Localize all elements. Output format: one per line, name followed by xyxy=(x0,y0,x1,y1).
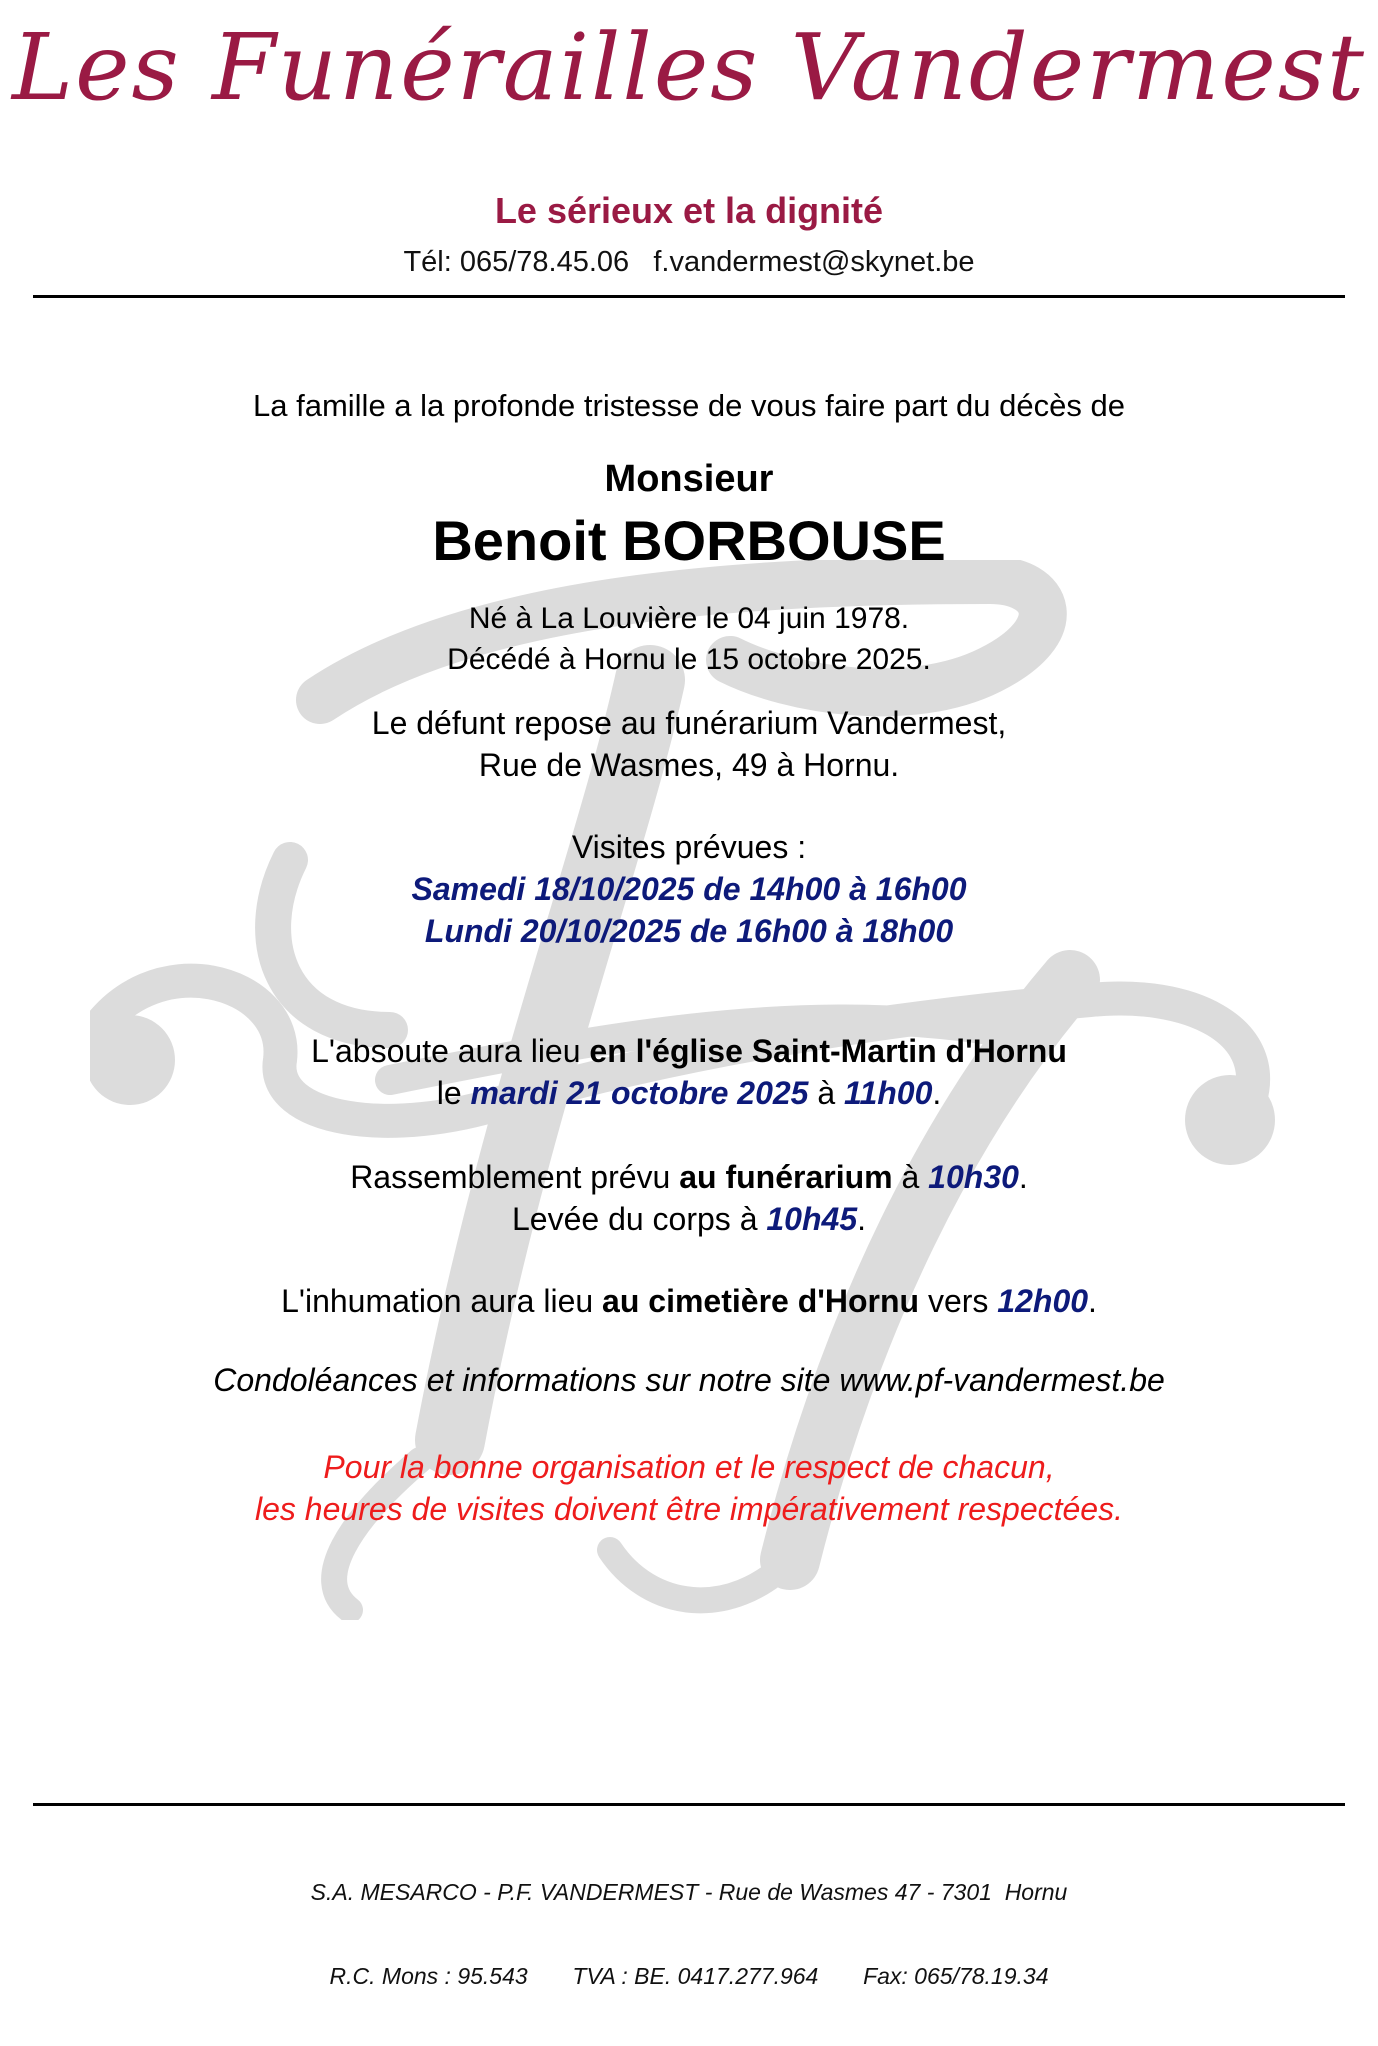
absoute-intro: L'absoute aura lieu xyxy=(311,1033,590,1069)
absoute-time: 11h00 xyxy=(844,1075,933,1111)
notice-line-1: Pour la bonne organisation et le respect de chacun, xyxy=(323,1449,1055,1485)
absoute-a: à xyxy=(808,1075,845,1111)
visit-notice xyxy=(0,1446,1378,1530)
header-divider xyxy=(33,295,1345,298)
visit-slot: Samedi 18/10/2025 de 14h00 à 16h00 xyxy=(411,871,967,907)
inhumation-time: 12h00 xyxy=(997,1283,1089,1319)
notice-line-2: les heures de visites doivent être impérativement respectées. xyxy=(255,1491,1123,1527)
birth-death-block xyxy=(0,598,1378,680)
period: . xyxy=(932,1075,942,1111)
rassemblement-place: au funérarium xyxy=(679,1159,893,1195)
levee-intro: Levée du corps à xyxy=(511,1201,767,1237)
intro-text: La famille a la profonde tristesse de vous faire part du décès de xyxy=(253,388,1125,423)
inhumation-block xyxy=(0,1280,1378,1322)
inhumation-vers: vers xyxy=(919,1283,998,1319)
rassemblement-a: à xyxy=(892,1159,929,1195)
inhumation-place: au cimetière d'Hornu xyxy=(602,1283,920,1319)
deceased-name: Benoit BORBOUSE xyxy=(432,509,946,572)
period: . xyxy=(857,1201,866,1237)
visits-block xyxy=(0,826,1378,952)
rassemblement-time: 10h30 xyxy=(928,1159,1019,1195)
rest-place-block xyxy=(0,702,1378,786)
rassemblement-intro: Rassemblement prévu xyxy=(350,1159,680,1195)
honorific: Monsieur xyxy=(604,458,774,500)
period: . xyxy=(1088,1283,1097,1319)
footer xyxy=(0,1822,1378,2046)
levee-time: 10h45 xyxy=(766,1201,858,1237)
slogan: Le sérieux et la dignité xyxy=(494,190,884,231)
footer-line-2: R.C. Mons : 95.543 TVA : BE. 0417.277.964 Fax: 065/78.19.34 xyxy=(329,1963,1049,1989)
inhumation-intro: L'inhumation aura lieu xyxy=(281,1283,603,1319)
absoute-date: mardi 21 octobre 2025 xyxy=(470,1075,809,1111)
visit-slot: Lundi 20/10/2025 de 16h00 à 18h00 xyxy=(424,913,954,949)
death-line: Décédé à Hornu le 15 octobre 2025. xyxy=(447,643,931,676)
condolences-line: Condoléances et informations sur notre site www.pf-vandermest.be xyxy=(213,1362,1165,1398)
absoute-le: le xyxy=(436,1075,471,1111)
rest-line-1: Le défunt repose au funérarium Vandermest, xyxy=(371,705,1007,741)
contact-line: Tél: 065/78.45.06 f.vandermest@skynet.be xyxy=(403,246,975,278)
absoute-block xyxy=(0,1030,1378,1114)
footer-line-1: S.A. MESARCO - P.F. VANDERMEST - Rue de Wasmes 47 - 7301 Hornu xyxy=(310,1879,1068,1905)
rest-line-2: Rue de Wasmes, 49 à Hornu. xyxy=(478,747,900,783)
visits-label: Visites prévues : xyxy=(571,829,807,865)
period: . xyxy=(1018,1159,1028,1195)
footer-divider xyxy=(33,1803,1345,1806)
absoute-place: en l'église Saint-Martin d'Hornu xyxy=(589,1033,1067,1069)
brand-title: Les Funérailles Vandermest xyxy=(11,14,1367,121)
birth-line: Né à La Louvière le 04 juin 1978. xyxy=(468,602,910,635)
rassemblement-block xyxy=(0,1156,1378,1240)
